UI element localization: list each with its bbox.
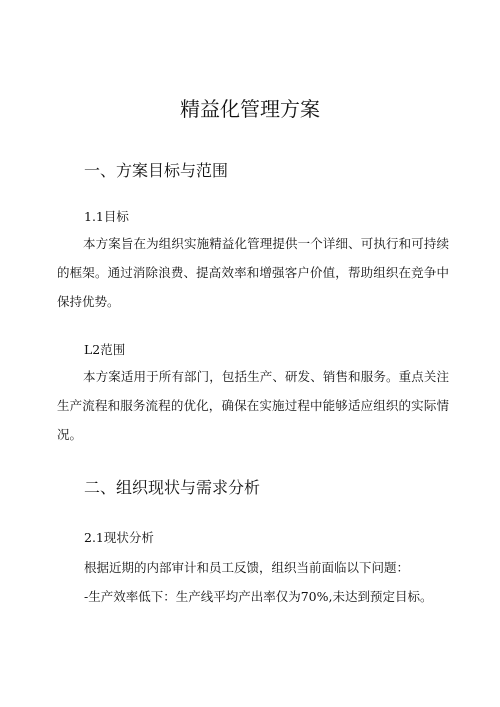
- list-item-issue: -生产效率低下：生产线平均产出率仅为70%,未达到预定目标。: [84, 589, 433, 604]
- subheading-scope: L2范围: [84, 342, 126, 357]
- section-heading-goals-scope: 一、方案目标与范围: [84, 161, 229, 180]
- subheading-status: 2.1现状分析: [84, 530, 154, 545]
- paragraph-status-intro: 根据近期的内部审计和员工反馈，组织当前面临以下问题：: [84, 560, 410, 575]
- section-heading-status-analysis: 二、组织现状与需求分析: [84, 478, 261, 497]
- paragraph-scope: 本方案适用于所有部门，包括生产、研发、销售和服务。重点关注生产流程和服务流程的优化，确保在实施过程中能够适应组织的实际情况。: [57, 369, 449, 442]
- paragraph-goal: 本方案旨在为组织实施精益化管理提供一个详细、可执行和可持续的框架。通过消除浪费、提高效率和增强客户价值，帮助组织在竞争中保持优势。: [57, 236, 449, 309]
- subheading-goal: 1.1目标: [84, 209, 129, 224]
- document-title: 精益化管理方案: [180, 97, 320, 121]
